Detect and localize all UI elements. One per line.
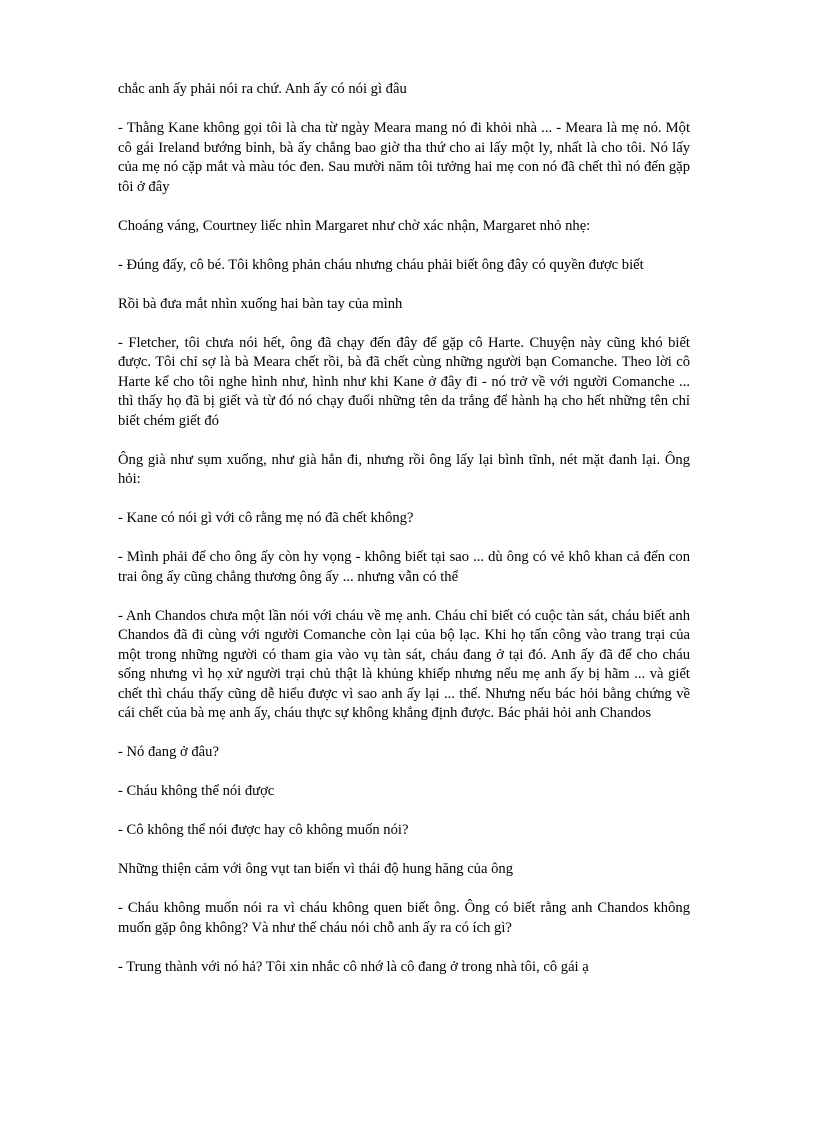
paragraph: - Anh Chandos chưa một lần nói với cháu về mẹ anh. Cháu chỉ biết có cuộc tàn sát, cháu biết anh Chandos đã đi cùng với người Comanche còn lại của bộ lạc. Khi họ tấn công vào trang trại của một trong những người có tham gia vào vụ tàn sát, cháu đang ở tại đó. Anh ấy đã để cho cháu sống nhưng vì họ xử người trại chủ thật là khủng khiếp nhưng nếu mẹ anh ấy bị hãm ... và giết chết thì cháu thấy cũng dễ hiểu được vì sao anh ấy lại ... thế. Nhưng nếu bác hỏi bằng chứng về cái chết của bà mẹ anh ấy, cháu thực sự không khẳng định được. Bác phải hỏi anh Chandos [118,607,690,721]
paragraph: - Thằng Kane không gọi tôi là cha từ ngày Meara mang nó đi khỏi nhà ... - Meara là mẹ nó. Một cô gái Ireland bướng bỉnh, bà ấy chẳng bao giờ tha thứ cho ai lấy một ly, nhất là cho tôi. Nó lấy của mẹ nó cặp mắt và màu tóc đen. Sau mười năm tôi tưởng hai mẹ con nó đã chết thì nó đến gặp tôi ở đây [118,120,690,195]
paragraph: chắc anh ấy phải nói ra chứ. Anh ấy có nói gì đâu [118,81,407,97]
paragraph: Rồi bà đưa mắt nhìn xuống hai bàn tay của mình [118,295,403,312]
paragraph: - Kane có nói gì với cô rằng mẹ nó đã chết không? [118,510,414,526]
paragraph: - Đúng đấy, cô bé. Tôi không phản cháu nhưng cháu phải biết ông đây có quyền được biết [118,256,644,273]
paragraph: Ông già như sụm xuống, như già hẳn đi, nhưng rồi ông lấy lại bình tĩnh, nét mặt đanh lại. Ông hỏi: [118,451,690,487]
document-page [118,80,690,997]
paragraph: Những thiện cảm với ông vụt tan biến vì thái độ hung hăng của ông [118,861,513,877]
paragraph: - Fletcher, tôi chưa nói hết, ông đã chạy đến đây để gặp cô Harte. Chuyện này cũng khó biết được. Tôi chỉ sợ là bà Meara chết rồi, bà đã chết cùng những người bạn Comanche. Theo lời cô Harte kể cho tôi nghe hình như, hình như khi Kane ở đây đi - nó trở về với người Comanche ... thì thấy họ đã bị giết và từ đó nó chạy đuổi những tên da trắng để hành hạ cho hết những tên chỉ biết chém giết đó [118,334,690,429]
paragraph: - Mình phải để cho ông ấy còn hy vọng - không biết tại sao ... dù ông có vẻ khô khan cả đến con trai ông ấy cũng chẳng thương ông ấy ... nhưng vẫn có thể [118,549,690,585]
paragraph: - Cháu không thể nói được [118,783,275,799]
paragraph: - Cô không thể nói được hay cô không muốn nói? [118,822,409,838]
paragraph: Choáng váng, Courtney liếc nhìn Margaret như chờ xác nhận, Margaret nhỏ nhẹ: [118,217,591,234]
paragraph: - Nó đang ở đâu? [118,744,219,760]
paragraph: - Cháu không muốn nói ra vì cháu không quen biết ông. Ông có biết rằng anh Chandos không muốn gặp ông không? Và như thế cháu nói chỗ anh ấy ra có ích gì? [118,900,690,936]
paragraph: - Trung thành với nó hả? Tôi xin nhắc cô nhớ là cô đang ở trong nhà tôi, cô gái ạ [118,958,589,975]
